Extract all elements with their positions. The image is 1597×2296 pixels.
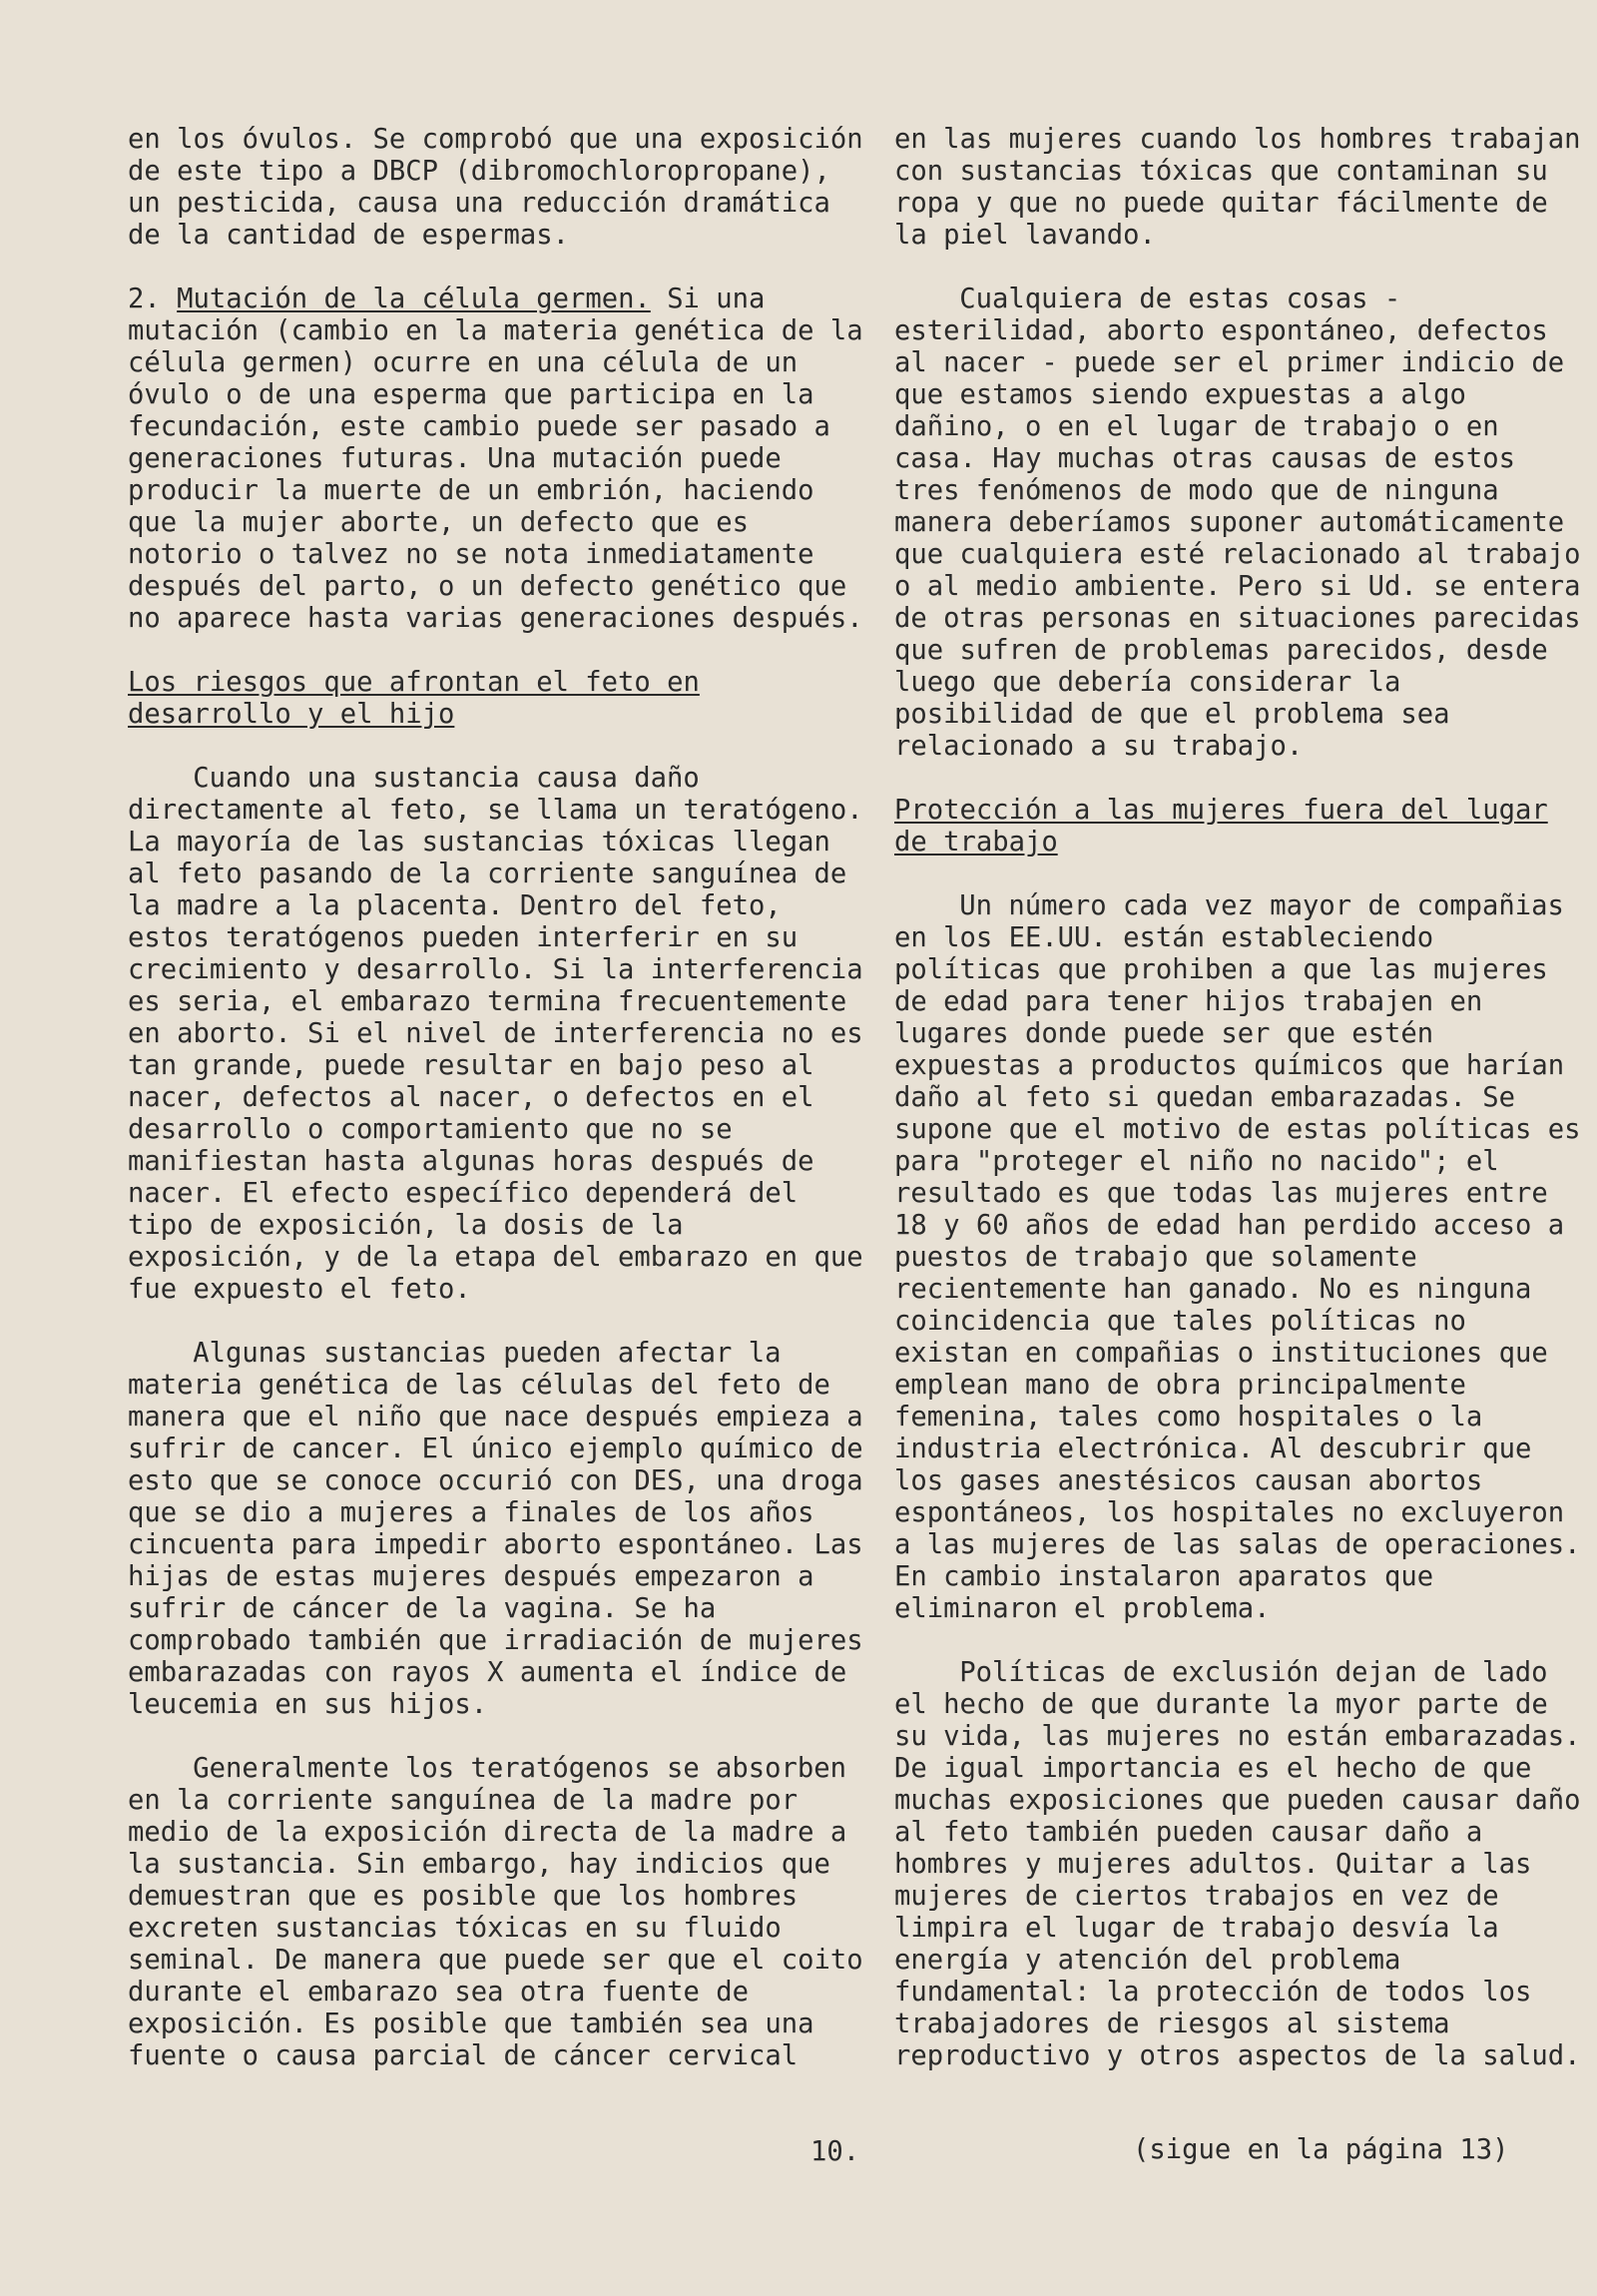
list-number: 2. xyxy=(128,284,161,314)
paragraph: Un número cada vez mayor de compañias en los EE.UU. están estableciendo políticas que prohiben a que las mujeres de edad para tener hijos trabajen en lugares donde puede ser que estén expuestas a productos químicos que harían daño al feto si quedan embarazadas. Se supone que el motivo de estas políticas es para "proteger el niño no nacido"; el resultado es que todas las mujeres entre 18 y 60 años de edad han perdido acceso a puestos de trabajo que solamente recientemente han ganado. No es ninguna coincidencia que tales políticas no existan en compañias o instituciones que emplean mano de obra principalmente femenina, tales como hospitales o la industria electrónica. Al descubrir que los gases anestésicos causan abortos espontáneos, los hospitales no excluyeron a las mujeres de las salas de operaciones. En cambio instalaron aparatos que eliminaron el problema. xyxy=(894,890,1581,1624)
page-number: 10. xyxy=(810,2136,860,2167)
continued-note: (sigue en la página 13) xyxy=(1133,2134,1509,2165)
right-column xyxy=(894,124,1583,2104)
paragraph: Generalmente los teratógenos se absorben en la corriente sanguínea de la madre por medio de la exposición directa de la madre a la sustancia. Sin embargo, hay indicios que demuestran que es posible que los hombres excreten sustancias tóxicas en su fluido seminal. De manera que puede ser que el coito durante el embarazo sea otra fuente de exposición. Es posible que también sea una fuente o causa parcial de cáncer cervical xyxy=(128,1753,863,2071)
paragraph: Cualquiera de estas cosas - esterilidad, aborto espontáneo, defectos al nacer - puede ser el primer indicio de que estamos siendo expuestas a algo dañino, o en el lugar de trabajo o en casa. Hay muchas otras causas de estos tres fenómenos de modo que de ninguna manera deberíamos suponer automáticamente que cualquiera esté relacionado al trabajo o al medio ambiente. Pero si Ud. se entera de otras personas en situaciones parecidas que sufren de problemas parecidos, desde luego que debería considerar la posibilidad de que el problema sea relacionado a su trabajo. xyxy=(894,284,1581,762)
left-column xyxy=(128,124,878,2104)
section-heading: Protección a las mujeres fuera del lugar de trabajo xyxy=(894,795,1548,858)
paragraph: Cuando una sustancia causa daño directamente al feto, se llama un teratógeno. La mayoría de las sustancias tóxicas llegan al feto pasando de la corriente sanguínea de la madre a la placenta. Dentro del feto, estos teratógenos pueden interferir en su crecimiento y desarrollo. Si la interferencia es seria, el embarazo termina frecuentemente en aborto. Si el nivel de interferencia no es tan grande, puede resultar en bajo peso al nacer, defectos al nacer, o defectos en el desarrollo o comportamiento que no se manifiestan hasta algunas horas después de nacer. El efecto específico dependerá del tipo de exposición, la dosis de la exposición, y de la etapa del embarazo en que fue expuesto el feto. xyxy=(128,763,863,1305)
inline-heading: Mutación de la célula germen. xyxy=(177,284,651,314)
paragraph-mutation xyxy=(128,284,878,635)
paragraph: en los óvulos. Se comprobó que una exposición de este tipo a DBCP (dibromochloropropane), un pesticida, causa una reducción dramática de la cantidad de espermas. xyxy=(128,124,863,251)
paragraph-body: Si una mutación (cambio en la materia genética de la célula germen) ocurre en una célula de un óvulo o de una esperma que participa en la fecundación, este cambio puede ser pasado a generaciones futuras. Una mutación puede producir la muerte de un embrión, haciendo que la mujer aborte, un defecto que es notorio o talvez no se nota inmediatamente después del parto, o un defecto genético que no aparece hasta varias generaciones después. xyxy=(128,284,863,634)
section-heading: Los riesgos que afrontan el feto en desarrollo y el hijo xyxy=(128,667,700,730)
paragraph: Políticas de exclusión dejan de lado el hecho de que durante la myor parte de su vida, las mujeres no están embarazadas. De igual importancia es el hecho de que muchas exposiciones que pueden causar daño al feto también pueden causar daño a hombres y mujeres adultos. Quitar a las mujeres de ciertos trabajos en vez de limpira el lugar de trabajo desvía la energía y atención del problema fundamental: la protección de todos los trabajadores de riesgos al sistema reproductivo y otros aspectos de la salud. xyxy=(894,1657,1581,2071)
paragraph: Algunas sustancias pueden afectar la materia genética de las células del feto de manera que el niño que nace después empieza a sufrir de cancer. El único ejemplo químico de esto que se conoce occurió con DES, una droga que se dio a mujeres a finales de los años cincuenta para impedir aborto espontáneo. Las hijas de estas mujeres después empezaron a sufrir de cáncer de la vagina. Se ha comprobado también que irradiación de mujeres embarazadas con rayos X aumenta el índice de leucemia en sus hijos. xyxy=(128,1338,863,1720)
paragraph: en las mujeres cuando los hombres trabajan con sustancias tóxicas que contaminan su ropa y que no puede quitar fácilmente de la piel lavando. xyxy=(894,124,1581,251)
